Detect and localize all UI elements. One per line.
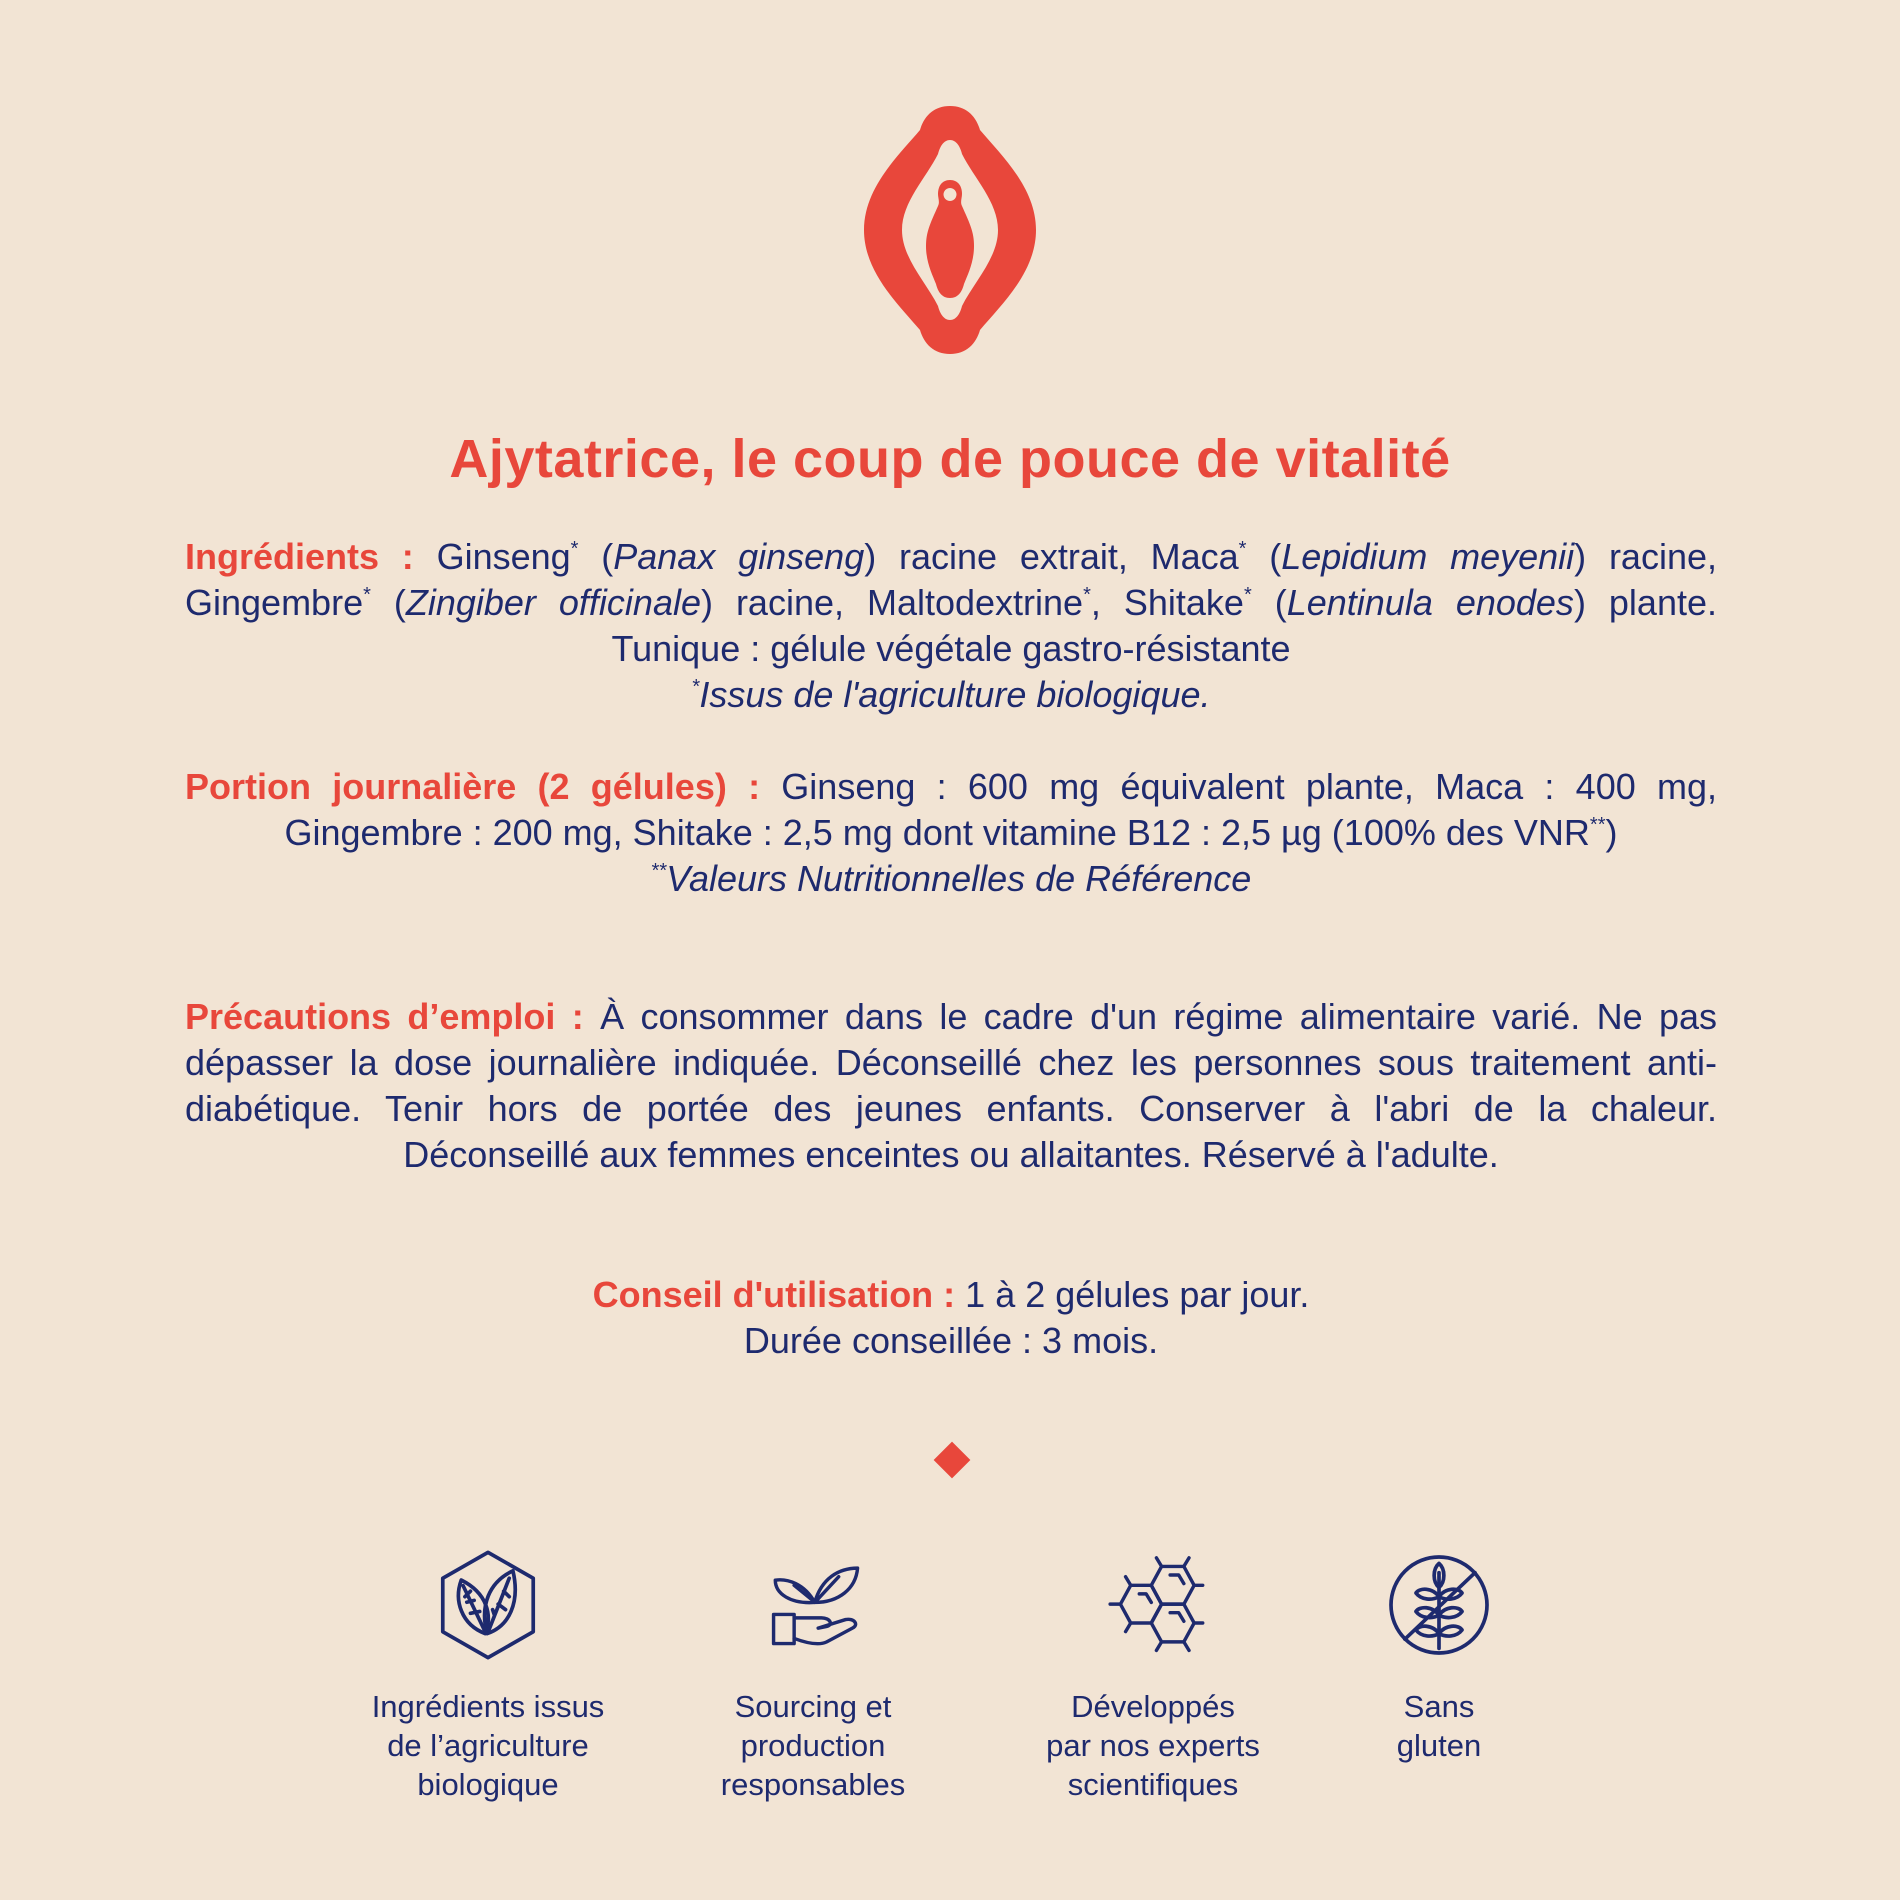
- feature-list: [0, 1545, 1900, 1805]
- diamond-icon: [934, 1442, 971, 1479]
- usage-advice-section: [185, 1272, 1717, 1364]
- feature-scientific-experts: [1003, 1545, 1303, 1804]
- usage-advice-duration: Durée conseillée : 3 mois.: [743, 1320, 1159, 1361]
- hand-plant-icon: [753, 1545, 873, 1665]
- molecule-icon: [1093, 1545, 1213, 1665]
- feature-gluten-free-label: Sans gluten: [1396, 1689, 1482, 1763]
- ingredients-text: Ginseng* (Panax ginseng) racine extrait, Maca* (Lepidium meyenii) racine, Gingembre* (Zingiber officinale) racine, Maltodextrine*, Shitake* (Lentinula enodes) plante. Tunique : gélule végétale gastro-résistante: [185, 536, 1717, 669]
- ingredients-section: [185, 534, 1717, 718]
- precautions-label: Précautions d’emploi :: [185, 996, 584, 1037]
- daily-portion-text: Ginseng : 600 mg équivalent plante, Maca : 400 mg, Gingembre : 200 mg, Shitake : 2,5 mg dont vitamine B12 : 2,5 µg (100% des VNR**): [284, 766, 1717, 853]
- gluten-free-icon: [1379, 1545, 1499, 1665]
- feature-gluten-free: [1289, 1545, 1589, 1765]
- precautions-section: [185, 994, 1717, 1178]
- daily-portion-footnote: **Valeurs Nutritionnelles de Référence: [650, 858, 1252, 899]
- organic-leaf-hexagon-icon: [428, 1545, 548, 1665]
- page-title: Ajytatrice, le coup de pouce de vitalité: [449, 429, 1451, 489]
- ingredients-label: Ingrédients :: [185, 536, 414, 577]
- daily-portion-section: [185, 764, 1717, 902]
- feature-responsible-sourcing-label: Sourcing et production responsables: [720, 1689, 906, 1802]
- daily-portion-label: Portion journalière (2 gélules) :: [185, 766, 761, 807]
- usage-advice-dose: 1 à 2 gélules par jour.: [955, 1274, 1310, 1315]
- usage-advice-label: Conseil d'utilisation :: [592, 1274, 956, 1315]
- feature-organic-label: Ingrédients issus de l’agriculture biologique: [371, 1689, 605, 1802]
- brand-logo-icon: [862, 104, 1038, 356]
- feature-scientific-experts-label: Développés par nos experts scientifiques: [1046, 1689, 1260, 1802]
- feature-organic: [338, 1545, 638, 1804]
- precautions-text: À consommer dans le cadre d'un régime alimentaire varié. Ne pas dépasser la dose journalière indiquée. Déconseillé chez les personnes sous traitement anti-diabétique. Tenir hors de portée des jeunes enfants. Conserver à l'abri de la chaleur. Déconseillé aux femmes enceintes ou allaitantes. Réservé à l'adulte.: [185, 996, 1717, 1175]
- ingredients-footnote: *Issus de l'agriculture biologique.: [691, 674, 1211, 715]
- feature-responsible-sourcing: [663, 1545, 963, 1804]
